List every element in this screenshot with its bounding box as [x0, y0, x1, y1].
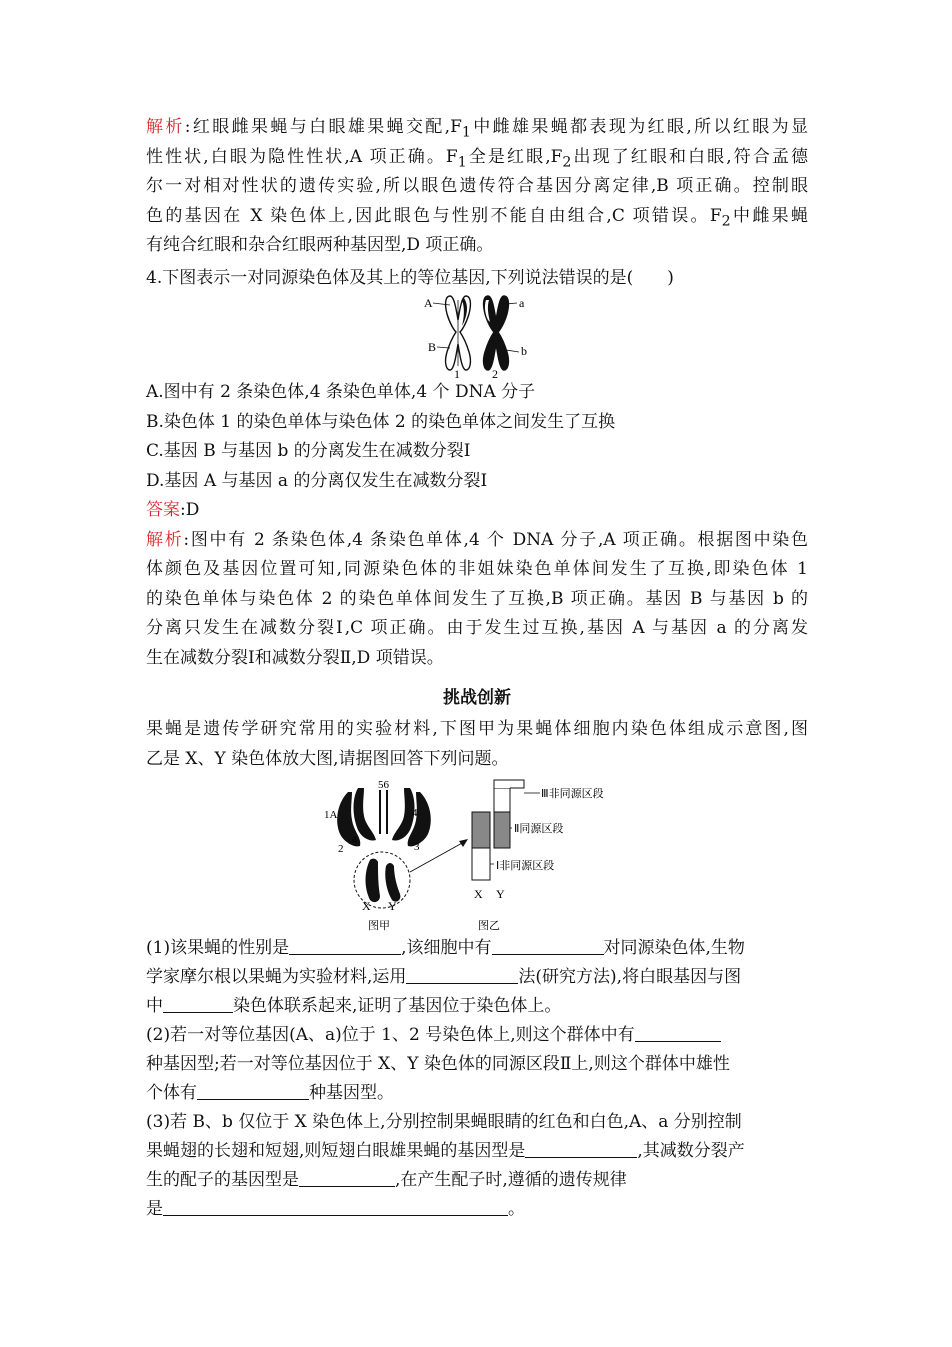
segment-2-label: Ⅱ同源区段 [514, 822, 564, 835]
text-line: 的染色单体与染色体 2 的染色单体间发生了互换,B 项正确。基因 B 与基因 b 的 [146, 588, 808, 609]
answer-blank[interactable] [635, 1021, 721, 1042]
answer-line [146, 496, 808, 526]
arrow-head [459, 839, 468, 847]
y-homologous-segment [494, 812, 510, 848]
answer-label: 答案 [146, 500, 180, 520]
chromosome-2-number: 2 [492, 367, 498, 380]
y-hook [494, 780, 524, 788]
answer-blank[interactable] [299, 1166, 395, 1187]
gene-a-label: a [519, 296, 525, 310]
explanation-label: 解析 [146, 529, 184, 550]
question-2-line-3: 个体有 种基因型。 [146, 1079, 808, 1108]
label-2: 2 [338, 843, 344, 855]
question-3-line-2: 果蝇翅的长翅和短翅,则短翅白眼雄果蝇的基因型是 ,其减数分裂产 [146, 1137, 808, 1166]
explanation-label: 解析 [146, 117, 185, 137]
question-1-line-2: 学家摩尔根以果蝇为实验材料,运用 法(研究方法),将白眼基因与图 [146, 963, 808, 992]
gene-B-label: B [428, 340, 437, 354]
x-homologous-segment [472, 812, 490, 848]
figure-jia-caption: 图甲 [368, 919, 390, 932]
answer-value: :D [180, 500, 200, 520]
answer-blank[interactable] [163, 992, 233, 1013]
label-y: Y [388, 899, 397, 913]
label-a: a [352, 833, 357, 845]
text-line: 尔一对相对性状的遗传实验,所以眼色遗传符合基因分离定律,B 项正确。控制眼 [146, 176, 808, 196]
label-56: 56 [378, 779, 389, 791]
question-4-options [146, 378, 808, 673]
question-3-line-3: 生的配子的基因型是 ,在产生配子时,遵循的遗传规律 [146, 1166, 808, 1195]
text-line: 有纯合红眼和杂合红眼两种基因型,D 项正确。 [146, 235, 494, 255]
segment-3-label: Ⅲ非同源区段 [541, 787, 604, 800]
option-b: B.染色体 1 的染色单体与染色体 2 的染色单体之间发生了互换 [146, 411, 616, 432]
question-3-line-4: 是 。 [146, 1195, 808, 1224]
option-d: D.基因 A 与基因 a 的分离仅发生在减数分裂Ⅰ [146, 470, 488, 491]
question-2-line-1: (2)若一对等位基因(A、a)位于 1、2 号染色体上,则这个群体中有 [146, 1021, 808, 1050]
text-line: 解析:红眼雌果蝇与白眼雄果蝇交配$,F_1$中雌雄果蝇都表现为红眼,所以红眼为显 [146, 117, 809, 141]
question-3-line-1: (3)若 B、b 仅位于 X 染色体上,分别控制果蝇眼睛的红色和白色,A、a 分别控制 [146, 1112, 742, 1132]
figure-yi-caption: 图乙 [478, 919, 500, 932]
text-line: 生在减数分裂Ⅰ和减数分裂Ⅱ,D 项错误。 [146, 647, 444, 668]
explanation-previous [146, 113, 808, 261]
segment-1-label: Ⅰ非同源区段 [496, 859, 555, 872]
label-x: X [474, 887, 483, 901]
x-nonhomologous-segment [472, 848, 490, 880]
question-1-line-3: 中 染色体联系起来,证明了基因位于染色体上。 [146, 992, 808, 1021]
label-4: 4 [412, 807, 418, 819]
text-line: 解析:图中有 2 条染色体,4 条染色单体,4 个 DNA 分子,A 项正确。根据图中染色 [146, 529, 809, 550]
text-line: 色的基因在 X 染色体上,因此眼色与性别不能自由组合,C 项错误。$F_2$中雌果蝇 [146, 205, 808, 229]
figure-jia [324, 779, 431, 932]
option-a: A.图中有 2 条染色体,4 条染色单体,4 个 DNA 分子 [146, 382, 536, 402]
y-nonhomologous-segment-top [494, 788, 510, 812]
challenge-questions [146, 934, 808, 1224]
option-c: C.基因 B 与基因 b 的分离发生在减数分裂Ⅰ [146, 441, 471, 461]
text-line: 分离只发生在减数分裂Ⅰ,C 项正确。由于发生过互换,基因 A 与基因 a 的分离发 [146, 618, 808, 638]
section-title: 挑战创新 [443, 688, 511, 708]
text-line: 性性状,白眼为隐性性状,A 项正确。$F_1$全是红眼$,F_2$出现了红眼和白眼,符合孟德 [146, 146, 808, 170]
question-4-stem: 4.下图表示一对同源染色体及其上的等位基因,下列说法错误的是( ) [146, 268, 674, 288]
answer-blank[interactable] [163, 1195, 508, 1216]
gene-b-pointer [506, 350, 519, 352]
gene-b-label: b [521, 344, 527, 358]
answer-blank[interactable] [197, 1079, 309, 1100]
text-line: 体颜色及基因位置可知,同源染色体的非姐妹染色单体间发生了互换,即染色体 1 [146, 559, 808, 579]
label-y: Y [496, 887, 505, 901]
label-3: 3 [414, 841, 420, 853]
fruit-fly-chromosome-figure [318, 776, 648, 936]
challenge-intro: 果蝇是遗传学研究常用的实验材料,下图甲为果蝇体细胞内染色体组成示意图,图 乙是 X、Y 染色体放大图,请据图回答下列问题。 [146, 719, 808, 769]
answer-blank[interactable] [492, 934, 604, 955]
figure-yi [472, 780, 604, 932]
question-2-line-2: 种基因型;若一对等位基因位于 X、Y 染色体的同源区段Ⅱ上,则这个群体中雄性 [146, 1054, 730, 1074]
answer-blank[interactable] [289, 934, 401, 955]
gene-A-label: A [424, 296, 433, 310]
chromosome-1-number: 1 [454, 367, 460, 380]
label-1A: 1A [324, 809, 338, 821]
label-x: X [362, 899, 371, 913]
answer-blank[interactable] [525, 1137, 637, 1158]
homologous-chromosome-figure [420, 292, 540, 380]
x-chromosome-shape [366, 859, 381, 902]
question-1-line-1: (1)该果蝇的性别是 ,该细胞中有 对同源染色体,生物 [146, 934, 808, 963]
answer-blank[interactable] [406, 963, 518, 984]
y-chromosome-shape [385, 863, 400, 902]
